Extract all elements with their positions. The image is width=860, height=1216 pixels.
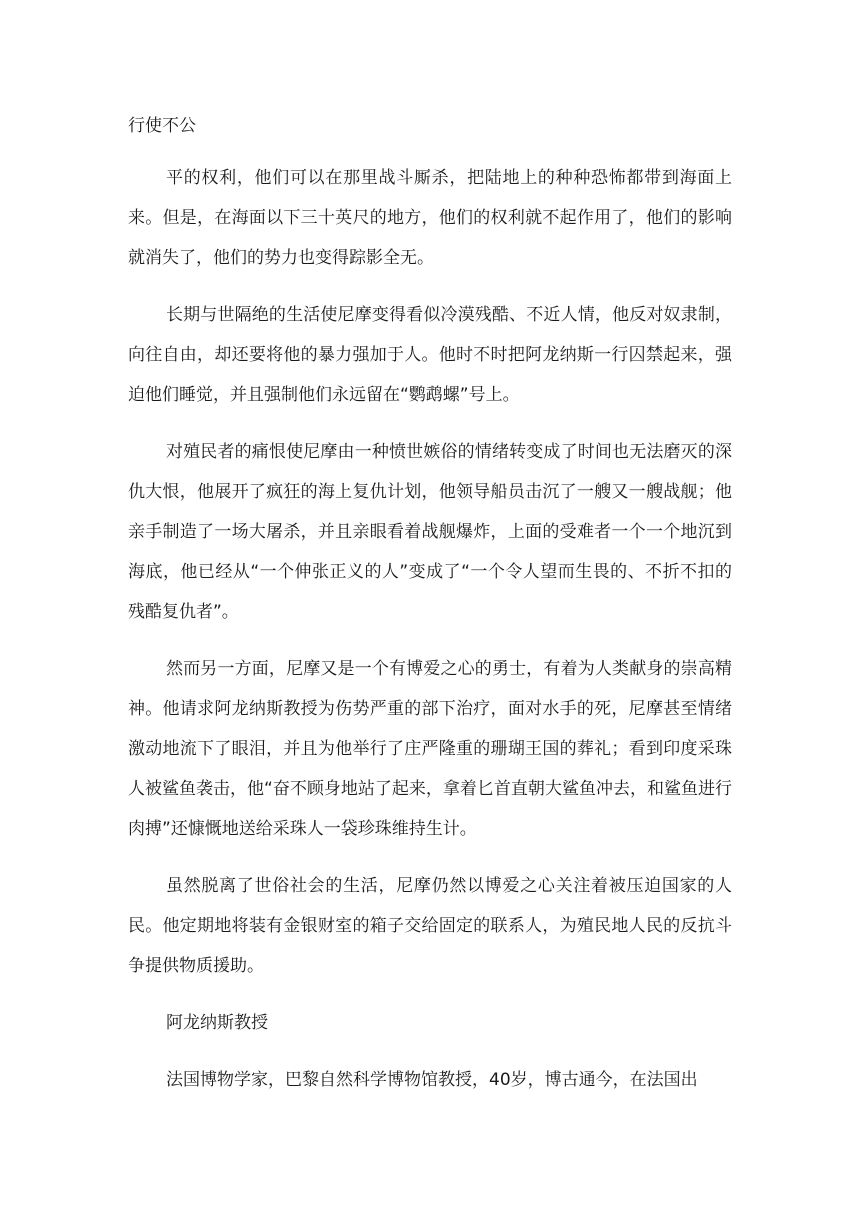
- paragraph-5: 虽然脱离了世俗社会的生活，尼摩仍然以博爱之心关注着被压迫国家的人民。他定期地将装有金银财室的箱子交给固定的联系人，为殖民地人民的反抗斗争提供物质援助。: [128, 876, 732, 976]
- paragraph-2: 长期与世隔绝的生活使尼摩变得看似冷漠残酷、不近人情，他反对奴隶制，向往自由，却还要将他的暴力强加于人。他时不时把阿龙纳斯一行囚禁起来，强迫他们睡觉，并且强制他们永远留在“鹦鹉螺”号上。: [128, 305, 732, 405]
- continued-line: 行使不公: [128, 116, 196, 136]
- paragraph-4: 然而另一方面，尼摩又是一个有博爱之心的勇士，有着为人类献身的崇高精神。他请求阿龙纳斯教授为伤势严重的部下治疗，面对水手的死，尼摩甚至情绪激动地流下了眼泪，并且为他举行了庄严隆重的珊瑚王国的葬礼；看到印度采珠人被鲨鱼袭击，他“奋不顾身地站了起来，拿着匕首直朝大鲨鱼冲去，和鲨鱼进行肉搏”还慷慨地送给采珠人一袋珍珠维持生计。: [128, 659, 732, 839]
- paragraph-1: 平的权利，他们可以在那里战斗厮杀，把陆地上的种种恐怖都带到海面上来。但是，在海面以下三十英尺的地方，他们的权利就不起作用了，他们的影响就消失了，他们的势力也变得踪影全无。: [128, 168, 732, 268]
- paragraph-3: 对殖民者的痛恨使尼摩由一种愤世嫉俗的情绪转变成了时间也无法磨灭的深仇大恨，他展开了疯狂的海上复仇计划，他领导船员击沉了一艘又一艘战舰；他亲手制造了一场大屠杀，并且亲眼看着战舰爆炸，上面的受难者一个一个地沉到海底，他已经从“一个伸张正义的人”变成了“一个令人望而生畏的、不折不扣的残酷复仇者”。: [128, 442, 732, 622]
- paragraph-6: 法国博物学家，巴黎自然科学博物馆教授，40岁，博古通今，在法国出: [166, 1070, 698, 1090]
- section-heading: 阿龙纳斯教授: [166, 1013, 268, 1033]
- document-body: [128, 112, 732, 1117]
